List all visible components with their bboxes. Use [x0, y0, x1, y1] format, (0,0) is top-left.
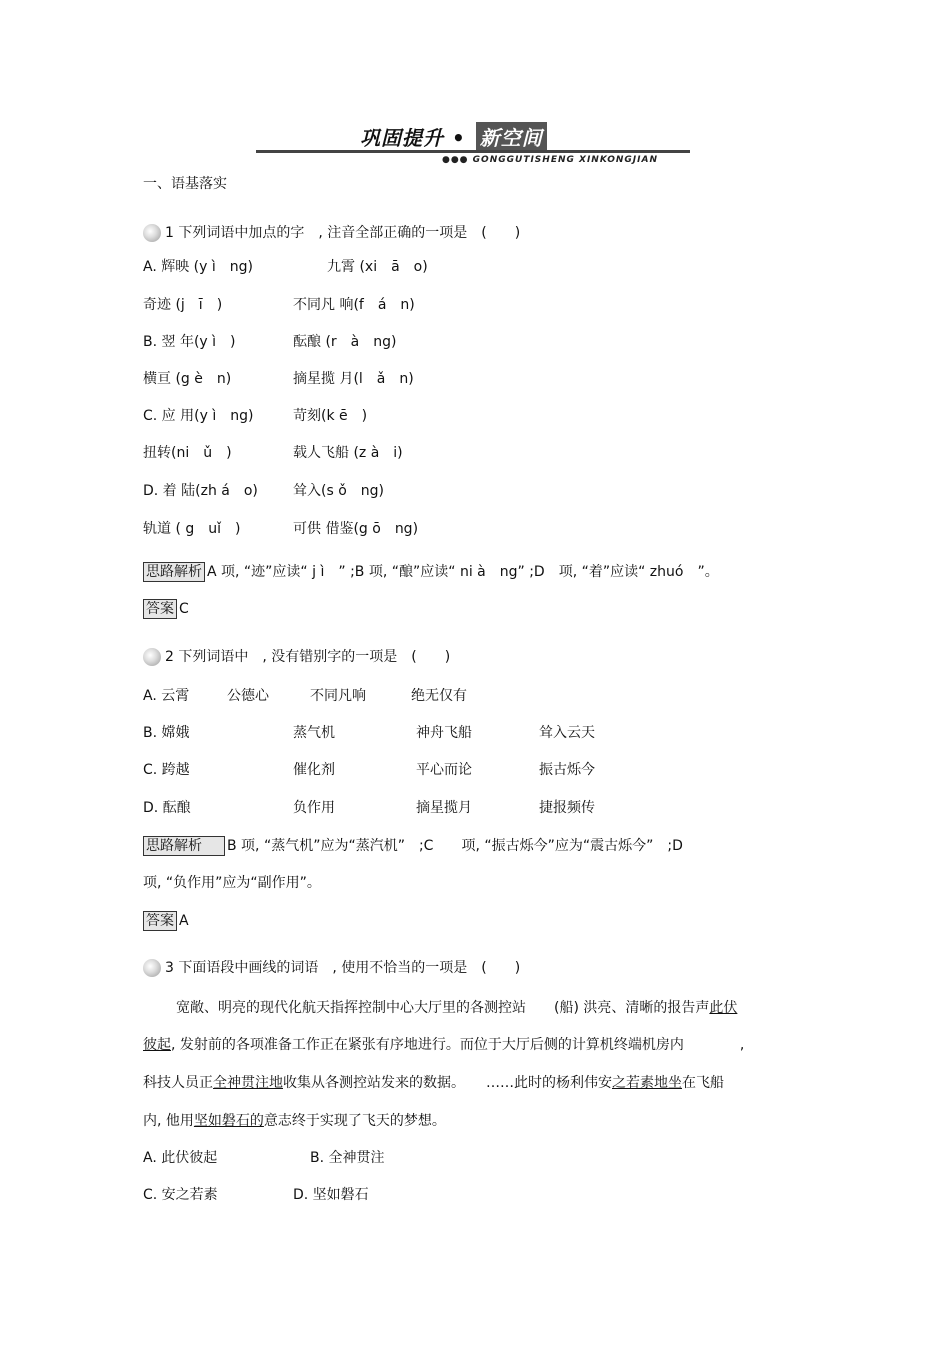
q2-option: 振古烁今	[539, 762, 595, 778]
q1-row: 九霄 (xi ā o)	[327, 259, 428, 275]
q2-option: 平心而论	[416, 762, 472, 778]
question-3-stem: 3 下面语段中画线的词语 , 使用不恰当的一项是 ( )	[143, 958, 520, 978]
q3-passage-line: 彼起, 发射前的各项准备工作正在紧张有序地进行。而位于大厅后侧的计算机终端机房内 ,	[143, 1037, 745, 1053]
q3-option: C. 安之若素	[143, 1187, 218, 1203]
q3-passage-line: 内, 他用坚如磐石的意志终于实现了飞天的梦想。	[143, 1113, 446, 1129]
q1-row: B. 翌 年(y ì )	[143, 334, 236, 350]
q2-option: 催化剂	[293, 762, 335, 778]
section-banner	[256, 118, 690, 166]
q2-option: 捷报频传	[539, 800, 595, 816]
q2-option: 耸入云天	[539, 725, 595, 741]
q2-option: 负作用	[293, 800, 335, 816]
q2-option: 不同凡响	[310, 688, 366, 704]
question-2-stem: 2 下列词语中 , 没有错别字的一项是 ( )	[143, 647, 450, 667]
q2-option: 神舟飞船	[416, 725, 472, 741]
q2-option: 绝无仅有	[411, 688, 467, 704]
q2-analysis: 思路解析 B 项, “蒸气机”应为“蒸汽机” ;C 项, “振古烁今”应为“震古烁今” ;D	[143, 836, 683, 856]
q1-row: 不同凡 响(f á n)	[293, 297, 415, 313]
q2-answer: 答案 A	[143, 911, 189, 931]
q1-analysis: 思路解析 A 项, “迹”应读“ j ì ” ;B 项, “酿”应读“ ni à ng” ;D 项, “着”应读“ zhuó ”。	[143, 562, 719, 582]
q1-row: 横亘 (g è n)	[143, 371, 232, 387]
q1-row: A. 辉映 (y ì ng)	[143, 259, 253, 275]
banner-title-box: 新空间	[476, 122, 547, 151]
q3-option: D. 坚如磐石	[293, 1187, 369, 1203]
answer-tag: 答案	[143, 911, 177, 931]
q2-option: 公德心	[227, 688, 269, 704]
q2-option: B. 嫦娥	[143, 725, 190, 741]
q2-option: A. 云霄	[143, 688, 190, 704]
q2-option: 蒸气机	[293, 725, 335, 741]
q1-row: 载人飞船 (z à i)	[293, 445, 403, 461]
analysis-tag: 思路解析	[143, 836, 225, 856]
answer-tag: 答案	[143, 599, 177, 619]
q3-option: B. 全神贯注	[310, 1150, 385, 1166]
q2-option: 摘星揽月	[416, 800, 472, 816]
question-1-stem: 1 下列词语中加点的字 , 注音全部正确的一项是 ( )	[143, 223, 520, 243]
q1-row: C. 应 用(y ì ng)	[143, 408, 254, 424]
q1-row: 轨道 ( g uǐ )	[143, 521, 241, 537]
q1-row: D. 着 陆(zh á o)	[143, 483, 258, 499]
q2-option: D. 酝酿	[143, 800, 191, 816]
q1-row: 酝酿 (r à ng)	[293, 334, 397, 350]
q2-analysis-cont: 项, “负作用”应为“副作用”。	[143, 875, 321, 891]
q3-passage-line: 科技人员正全神贯注地收集从各测控站发来的数据。 ……此时的杨利伟安之若素地坐在飞船	[143, 1075, 724, 1091]
q1-row: 奇迹 (j ī )	[143, 297, 223, 313]
q1-row: 摘星揽 月(l ǎ n)	[293, 371, 414, 387]
banner-divider	[256, 150, 690, 153]
section-heading: 一、语基落实	[143, 176, 227, 192]
q3-passage-line: 宽敞、明亮的现代化航天指挥控制中心大厅里的各测控站 (船) 洪亮、清晰的报告声此伏	[176, 1000, 738, 1016]
question-bullet-icon	[143, 224, 161, 242]
analysis-tag: 思路解析	[143, 562, 205, 582]
banner-subtitle: ●●● GONGGUTISHENG XINKONGJIAN	[441, 155, 658, 165]
question-bullet-icon	[143, 959, 161, 977]
q1-row: 耸入(s ǒ ng)	[293, 483, 384, 499]
question-bullet-icon	[143, 648, 161, 666]
banner-title: 巩固提升 • 新空间	[360, 122, 547, 151]
q1-row: 扭转(ni ǔ )	[143, 445, 232, 461]
q3-option: A. 此伏彼起	[143, 1150, 218, 1166]
q1-answer: 答案 C	[143, 599, 189, 619]
q2-option: C. 跨越	[143, 762, 190, 778]
q1-row: 可供 借鉴(g ō ng)	[293, 521, 419, 537]
q1-row: 苛刻(k ē )	[293, 408, 368, 424]
